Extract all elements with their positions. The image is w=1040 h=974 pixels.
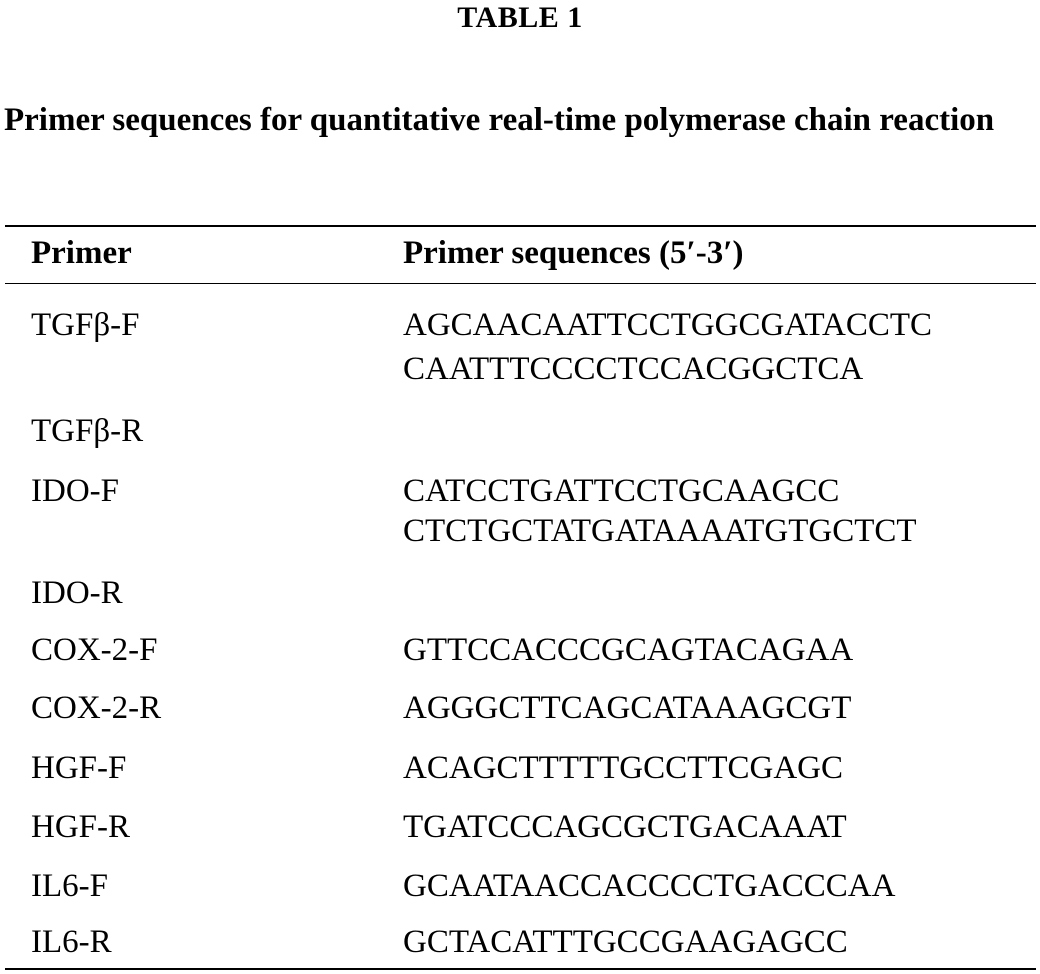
primer-name: IL6-R — [31, 924, 112, 960]
primer-sequence: CTCTGCTATGATAAAATGTGCTCT — [403, 513, 917, 549]
primer-name: COX-2-R — [31, 690, 162, 726]
primer-sequence: GCTACATTTGCCGAAGAGCC — [403, 924, 848, 960]
primer-sequence: GCAATAACCACCCCTGACCCAA — [403, 868, 896, 904]
primer-name: IL6-F — [31, 868, 108, 904]
primer-sequence: GTTCCACCCGCAGTACAGAA — [403, 632, 854, 668]
primer-name: COX-2-F — [31, 632, 158, 668]
table-label: TABLE 1 — [457, 1, 583, 34]
primer-name: HGF-R — [31, 809, 131, 845]
bottom-rule — [5, 968, 1036, 970]
primer-sequence: TGATCCCAGCGCTGACAAAT — [403, 809, 847, 845]
primer-name: TGFβ-F — [31, 307, 140, 343]
primer-name: IDO-F — [31, 473, 119, 509]
top-rule — [5, 225, 1036, 227]
header-rule — [5, 283, 1036, 284]
column-header-sequence: Primer sequences (5′-3′) — [403, 235, 744, 271]
column-header-primer: Primer — [31, 235, 132, 271]
primer-sequence: AGGGCTTCAGCATAAAGCGT — [403, 690, 852, 726]
primer-name: TGFβ-R — [31, 413, 144, 449]
table-caption: Primer sequences for quantitative real-time polymerase chain reaction — [4, 102, 995, 138]
primer-sequence: CAATTTCCCCTCCACGGCTCA — [403, 351, 864, 387]
primer-name: HGF-F — [31, 750, 127, 786]
primer-sequence: ACAGCTTTTTGCCTTCGAGC — [403, 750, 843, 786]
primer-name: IDO-R — [31, 575, 123, 611]
primer-sequence: CATCCTGATTCCTGCAAGCC — [403, 473, 840, 509]
primer-sequence: AGCAACAATTCCTGGCGATACCTC — [403, 307, 933, 343]
